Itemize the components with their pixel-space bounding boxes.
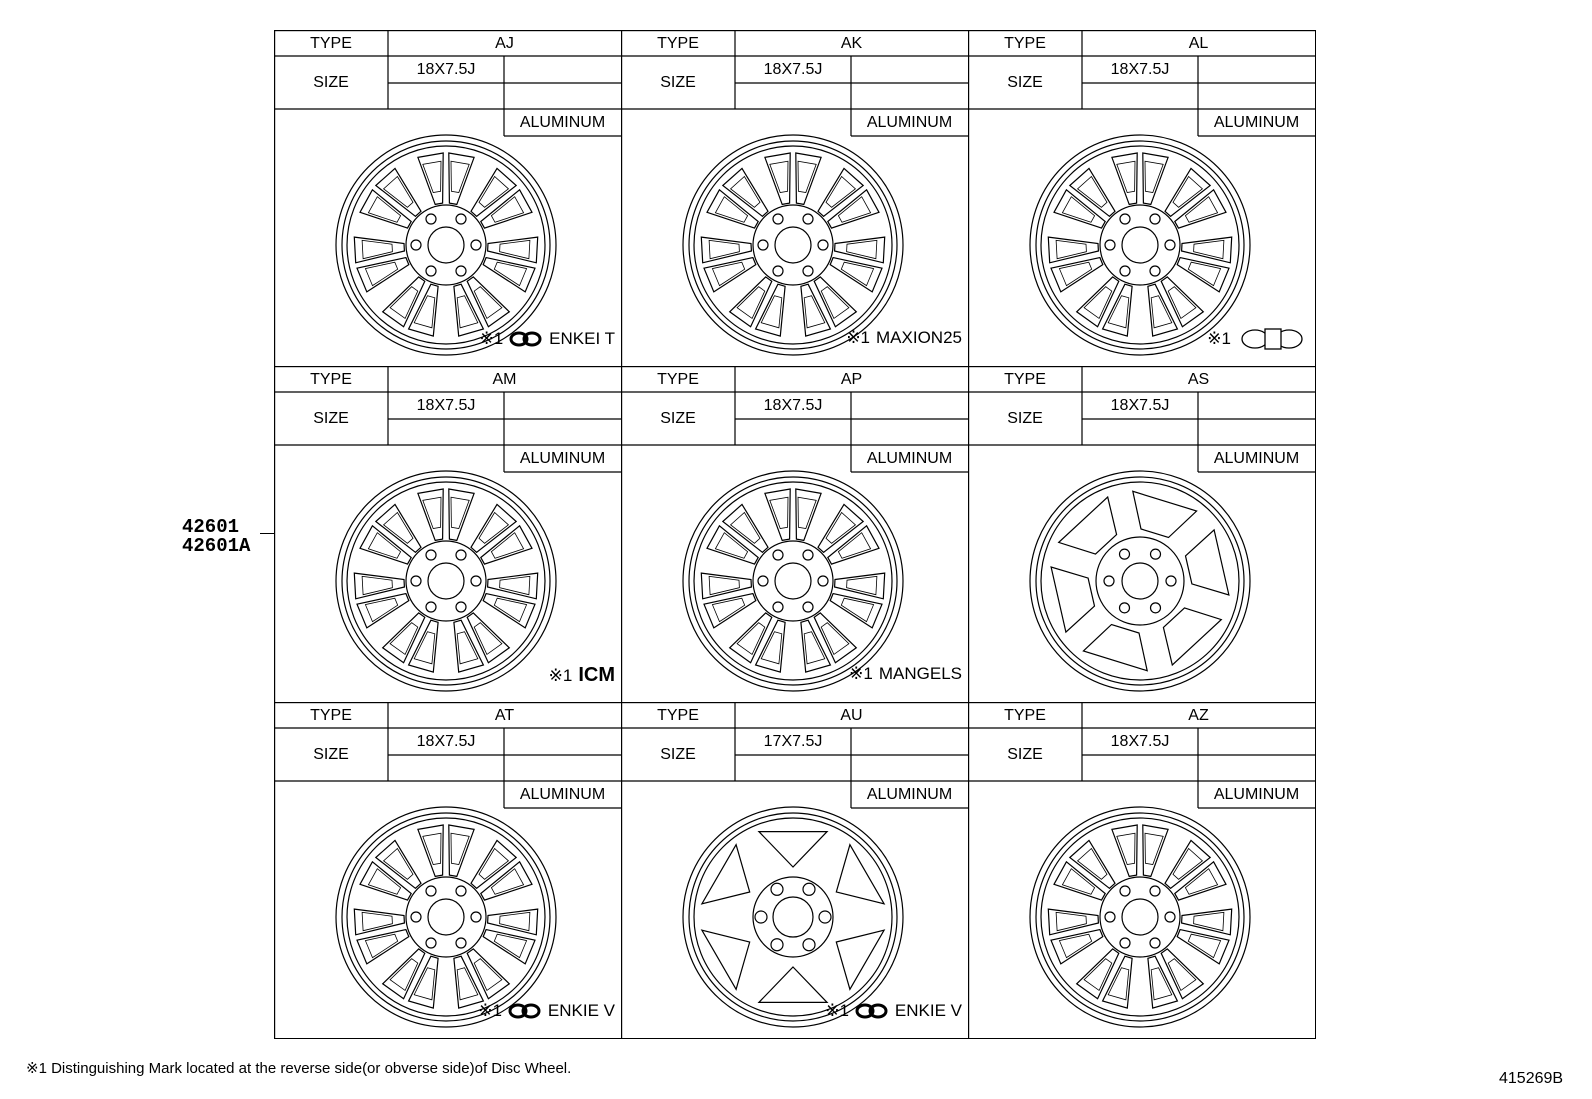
mark-prefix: ※1: [478, 1001, 502, 1020]
size-value: 18X7.5J: [1110, 397, 1170, 414]
distinguishing-mark: [825, 1000, 962, 1022]
distinguishing-mark: [479, 328, 615, 350]
wheel-catalog-grid: [274, 30, 1317, 1038]
type-value: AK: [840, 35, 863, 52]
size-value: 18X7.5J: [416, 61, 476, 78]
size-value: 18X7.5J: [763, 61, 823, 78]
wheel-drawing: [683, 135, 903, 355]
wheel-drawing: [336, 135, 556, 355]
distinguishing-mark: [849, 664, 962, 684]
enkei-logo-icon: [509, 328, 543, 350]
wheel-cell-at: [274, 702, 621, 1038]
wheel-cell-am: [274, 366, 621, 702]
material-label: ALUMINUM: [1213, 786, 1300, 803]
type-label: TYPE: [657, 35, 699, 52]
wheel-drawing: [1030, 471, 1250, 691]
type-label: TYPE: [310, 707, 352, 724]
type-label: TYPE: [657, 371, 699, 388]
size-value: 18X7.5J: [416, 397, 476, 414]
mark-text: ENKEI T: [549, 329, 615, 348]
wheel-cell-ak: [621, 30, 968, 366]
mark-prefix: ※1: [479, 329, 504, 348]
type-value: AL: [1188, 35, 1209, 52]
part-number-2: 42601A: [182, 535, 251, 557]
material-label: ALUMINUM: [866, 114, 953, 131]
leader-line: [260, 533, 274, 534]
mark-prefix: ※1: [846, 328, 871, 347]
material-label: ALUMINUM: [866, 450, 953, 467]
type-value: AU: [840, 707, 863, 724]
wheel-cell-ap: [621, 366, 968, 702]
part-number-1: 42601: [182, 516, 240, 538]
size-label: SIZE: [660, 746, 696, 763]
size-label: SIZE: [313, 74, 349, 91]
type-value: AJ: [495, 35, 514, 52]
size-value: 18X7.5J: [1110, 61, 1170, 78]
size-value: 17X7.5J: [763, 733, 823, 750]
type-value: AM: [492, 371, 517, 388]
type-value: AP: [840, 371, 863, 388]
mark-prefix: ※1: [825, 1001, 849, 1020]
diagram-code: 415269B: [1499, 1070, 1564, 1087]
wheel-cell-au: [621, 702, 968, 1038]
material-label: ALUMINUM: [519, 450, 606, 467]
distinguishing-mark: [478, 1000, 615, 1022]
size-value: 18X7.5J: [416, 733, 476, 750]
enkei-logo-icon: [855, 1000, 889, 1022]
part-number-callout: [182, 518, 250, 556]
distinguishing-mark: [846, 328, 962, 348]
type-value: AS: [1187, 371, 1210, 388]
wheel-drawing: [683, 471, 903, 691]
distinguishing-mark: [1207, 328, 1309, 350]
material-label: ALUMINUM: [1213, 114, 1300, 131]
type-label: TYPE: [310, 35, 352, 52]
enkei-logo-icon: [508, 1000, 542, 1022]
size-value: 18X7.5J: [1110, 733, 1170, 750]
wheel-cell-az: [968, 702, 1315, 1038]
size-label: SIZE: [1007, 410, 1043, 427]
wheel-drawing: [336, 471, 556, 691]
material-label: ALUMINUM: [519, 114, 606, 131]
size-value: 18X7.5J: [763, 397, 823, 414]
mark-prefix: ※1: [1207, 329, 1231, 348]
mark-prefix: ※1: [548, 665, 573, 685]
type-label: TYPE: [310, 371, 352, 388]
material-label: ALUMINUM: [866, 786, 953, 803]
size-label: SIZE: [313, 746, 349, 763]
mark-prefix: ※1: [849, 664, 873, 683]
mark-text: ICM: [578, 664, 615, 686]
type-label: TYPE: [1004, 35, 1046, 52]
size-label: SIZE: [1007, 74, 1043, 91]
size-label: SIZE: [313, 410, 349, 427]
size-label: SIZE: [660, 410, 696, 427]
type-label: TYPE: [657, 707, 699, 724]
wheel-drawing: [336, 807, 556, 1027]
wheel-drawing: [1030, 135, 1250, 355]
mark-text: MAXION25: [876, 328, 962, 347]
cmw-logo-icon: [1237, 328, 1309, 350]
wheel-cell-as: [968, 366, 1315, 702]
footnote: ※1 Distinguishing Mark located at the reverse side(or obverse side)of Disc Wheel.: [26, 1060, 572, 1077]
material-label: ALUMINUM: [519, 786, 606, 803]
material-label: ALUMINUM: [1213, 450, 1300, 467]
type-label: TYPE: [1004, 371, 1046, 388]
type-value: AZ: [1188, 707, 1209, 724]
distinguishing-mark: [549, 664, 615, 687]
wheel-drawing: [1030, 807, 1250, 1027]
type-label: TYPE: [1004, 707, 1046, 724]
wheel-drawing: [683, 807, 903, 1027]
mark-text: MANGELS: [878, 664, 962, 683]
mark-text: ENKIE V: [894, 1001, 962, 1020]
wheel-cell-aj: [274, 30, 621, 366]
size-label: SIZE: [1007, 746, 1043, 763]
type-value: AT: [494, 707, 515, 724]
wheel-cell-al: [968, 30, 1315, 366]
size-label: SIZE: [660, 74, 696, 91]
mark-text: ENKIE V: [547, 1001, 615, 1020]
